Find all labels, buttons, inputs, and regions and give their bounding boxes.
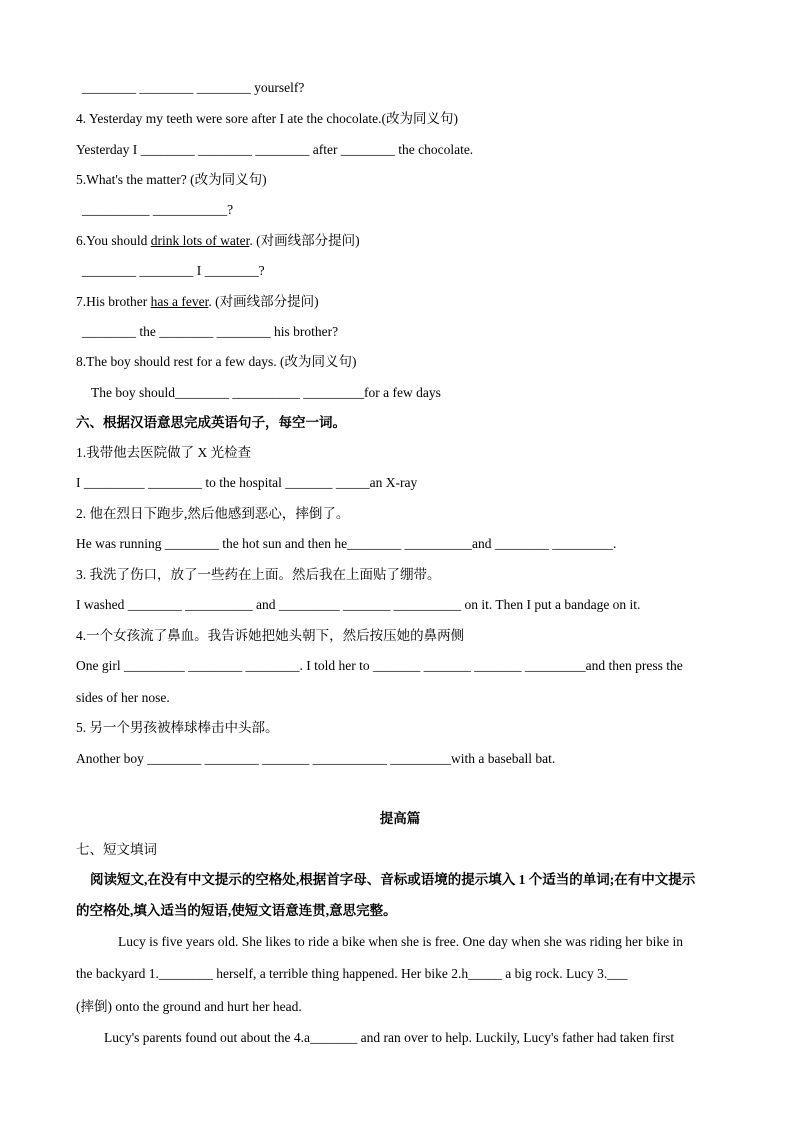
passage-line: (摔倒) onto the ground and hurt her head.	[76, 999, 302, 1014]
item-2-english: He was running ________ the hot sun and then he________ __________and ________ _________.	[76, 536, 617, 551]
item-4-english-cont: sides of her nose.	[76, 690, 170, 705]
answer-line: ________ ________ I ________?	[82, 263, 265, 278]
item-3-chinese: 3. 我洗了伤口，放了一些药在上面。然后我在上面贴了绷带。	[76, 567, 441, 582]
item-5-chinese: 5. 另一个男孩被棒球棒击中头部。	[76, 720, 279, 735]
passage-line: Lucy's parents found out about the 4.a_______ and ran over to help. Luckily, Lucy's father had taken first	[104, 1030, 675, 1045]
item-1-english: I _________ ________ to the hospital _______ _____an X-ray	[76, 475, 418, 490]
section-6-heading: 六、根据汉语意思完成英语句子，每空一词。	[76, 415, 346, 430]
answer-line: Yesterday I ________ ________ ________ after ________ the chocolate.	[76, 142, 474, 157]
section-7-heading: 七、短文填词	[76, 842, 157, 857]
question-5: 5.What's the matter? (改为同义句)	[76, 172, 267, 187]
answer-line: ________ ________ ________ yourself?	[82, 80, 305, 95]
item-2-chinese: 2. 他在烈日下跑步,然后他感到恶心，摔倒了。	[76, 506, 350, 521]
item-3-english: I washed ________ __________ and _________ _______ __________ on it. Then I put a bandage on it.	[76, 597, 641, 612]
item-4-chinese: 4.一个女孩流了鼻血。我告诉她把她头朝下，然后按压她的鼻两侧	[76, 628, 465, 643]
question-6	[76, 232, 740, 250]
question-8: 8.The boy should rest for a few days. (改为同义句)	[76, 354, 357, 369]
item-1-chinese: 1.我带他去医院做了 X 光检查	[76, 445, 252, 460]
question-instruction: . (对画线部分提问)	[208, 294, 319, 309]
underlined-part: drink lots of water	[150, 233, 250, 248]
item-4-english: One girl _________ ________ ________. I told her to _______ _______ _______ _________and then press the	[76, 658, 683, 673]
question-text: 7.His brother	[76, 294, 151, 309]
instructions: 阅读短文,在没有中文提示的空格处,根据首字母、音标或语境的提示填入 1 个适当的单词;在有中文提示	[90, 872, 696, 887]
item-5-english: Another boy ________ ________ _______ ___________ _________with a baseball bat.	[76, 751, 556, 766]
underlined-part: has a fever	[150, 294, 209, 309]
section-advanced-title: 提高篇	[379, 811, 421, 826]
answer-line: The boy should________ __________ _________for a few days	[91, 385, 441, 400]
question-4: 4. Yesterday my teeth were sore after I ate the chocolate.(改为同义句)	[76, 111, 458, 126]
instructions-cont: 的空格处,填入适当的短语,使短文语意连贯,意思完整。	[76, 903, 397, 918]
answer-line: __________ ___________?	[82, 202, 234, 217]
question-instruction: . (对画线部分提问)	[249, 233, 360, 248]
passage-line: the backyard 1.________ herself, a terrible thing happened. Her bike 2.h_____ a big rock. Lucy 3.___	[76, 966, 628, 981]
passage-line: Lucy is five years old. She likes to ride a bike when she is free. One day when she was riding her bike in	[118, 934, 683, 949]
question-text: 6.You should	[76, 233, 151, 248]
answer-line: ________ the ________ ________ his brother?	[82, 324, 339, 339]
question-7	[76, 293, 740, 311]
